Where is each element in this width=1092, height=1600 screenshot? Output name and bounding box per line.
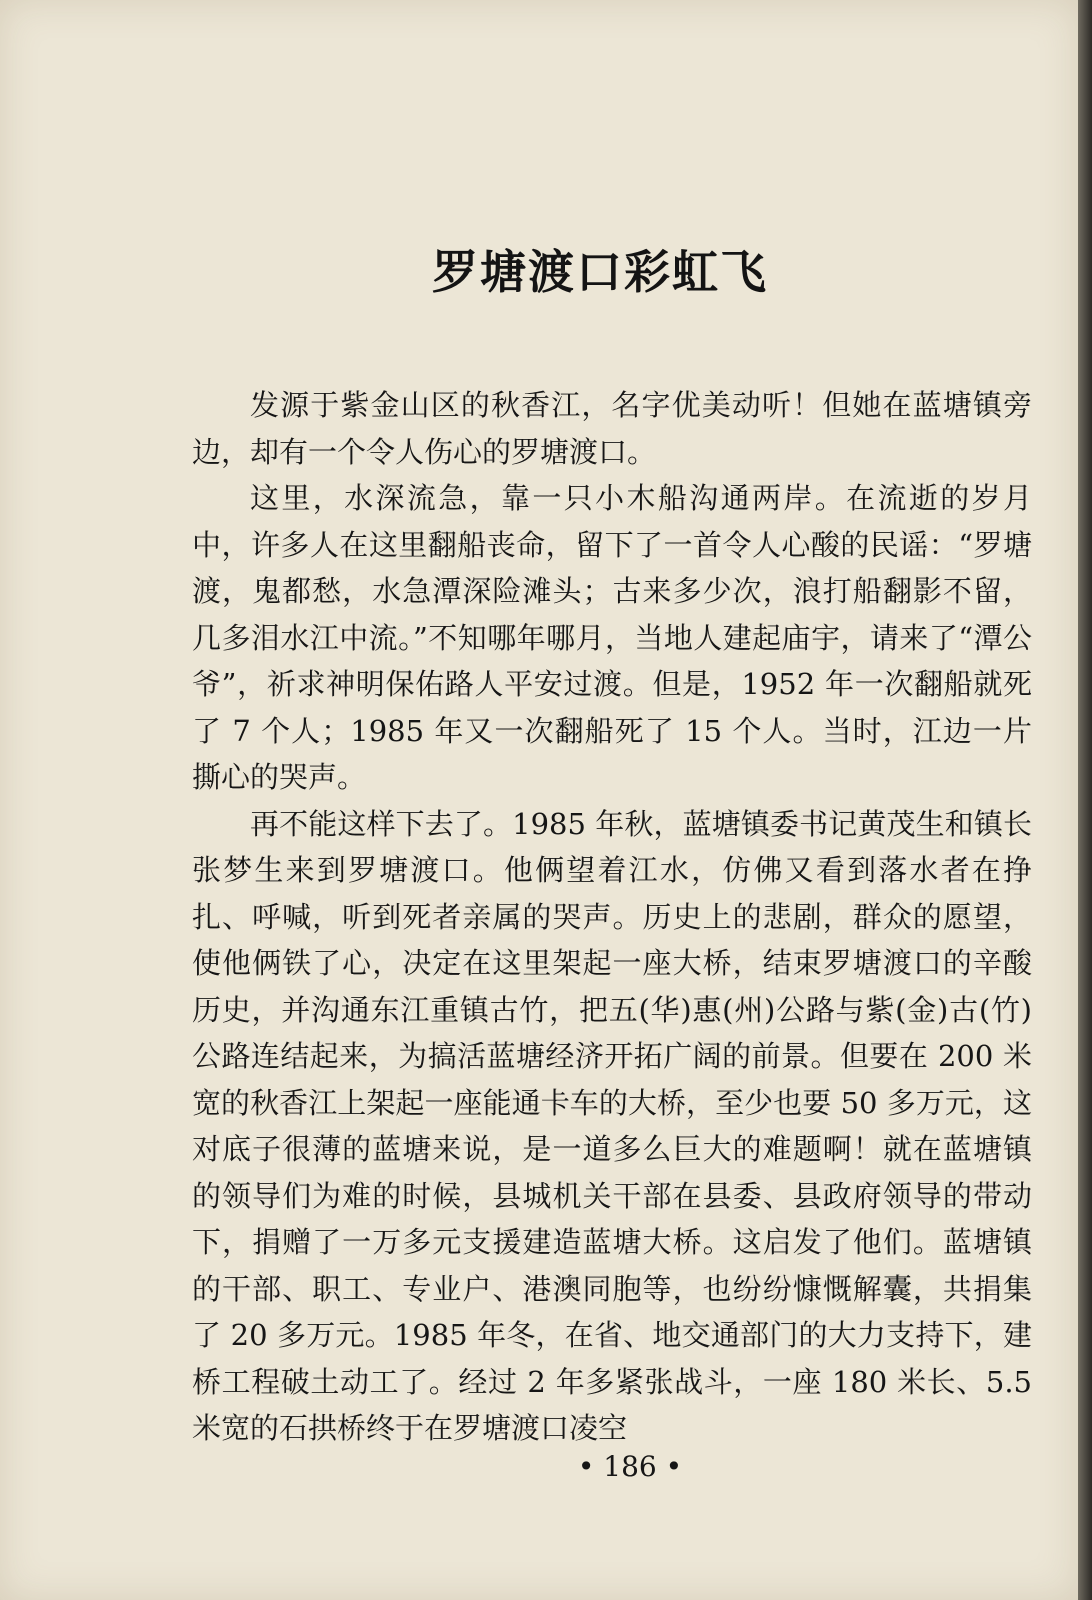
page-edge-shadow [1078, 0, 1092, 1600]
paragraph: 这里，水深流急，靠一只小木船沟通两岸。在流逝的岁月中，许多人在这里翻船丧命，留下了一首令人心酸的民谣：“罗塘渡，鬼都愁，水急潭深险滩头；古来多少次，浪打船翻影不留，几多泪水江中流。”不知哪年哪月，当地人建起庙宇，请来了“潭公爷”，祈求神明保佑路人平安过渡。但是，1952 年一次翻船就死了 7 个人；1985 年又一次翻船死了 15 个人。当时，江边一片撕心的哭声。 [192, 481, 1032, 794]
chapter-title: 罗塘渡口彩虹飞 [432, 245, 768, 299]
paragraph: 再不能这样下去了。1985 年秋，蓝塘镇委书记黄茂生和镇长张梦生来到罗塘渡口。他俩望着江水，仿佛又看到落水者在挣扎、呼喊，听到死者亲属的哭声。历史上的悲剧，群众的愿望，使他俩铁了心，决定在这里架起一座大桥，结束罗塘渡口的辛酸历史，并沟通东江重镇古竹，把五(华)惠(州)公路与紫(金)古(竹)公路连结起来，为搞活蓝塘经济开拓广阔的前景。但要在 200 米宽的秋香江上架起一座能通卡车的大桥，至少也要 50 多万元，这对底子很薄的蓝塘来说，是一道多么巨大的难题啊！就在蓝塘镇的领导们为难的时候，县城机关干部在县委、县政府领导的带动下，捐赠了一万多元支援建造蓝塘大桥。这启发了他们。蓝塘镇的干部、职工、专业户、港澳同胞等，也纷纷慷慨解囊，共捐集了 20 多万元。1985 年冬，在省、地交通部门的大力支持下，建桥工程破土动工了。经过 2 年多紧张战斗，一座 180 米长、5.5 米宽的石拱桥终于在罗塘渡口凌空 [192, 806, 1032, 1445]
page-number: • 186 • [577, 1450, 683, 1483]
paragraph: 发源于紫金山区的秋香江，名字优美动听！但她在蓝塘镇旁边，却有一个令人伤心的罗塘渡口。 [192, 388, 1032, 469]
body-text [192, 382, 1032, 1452]
